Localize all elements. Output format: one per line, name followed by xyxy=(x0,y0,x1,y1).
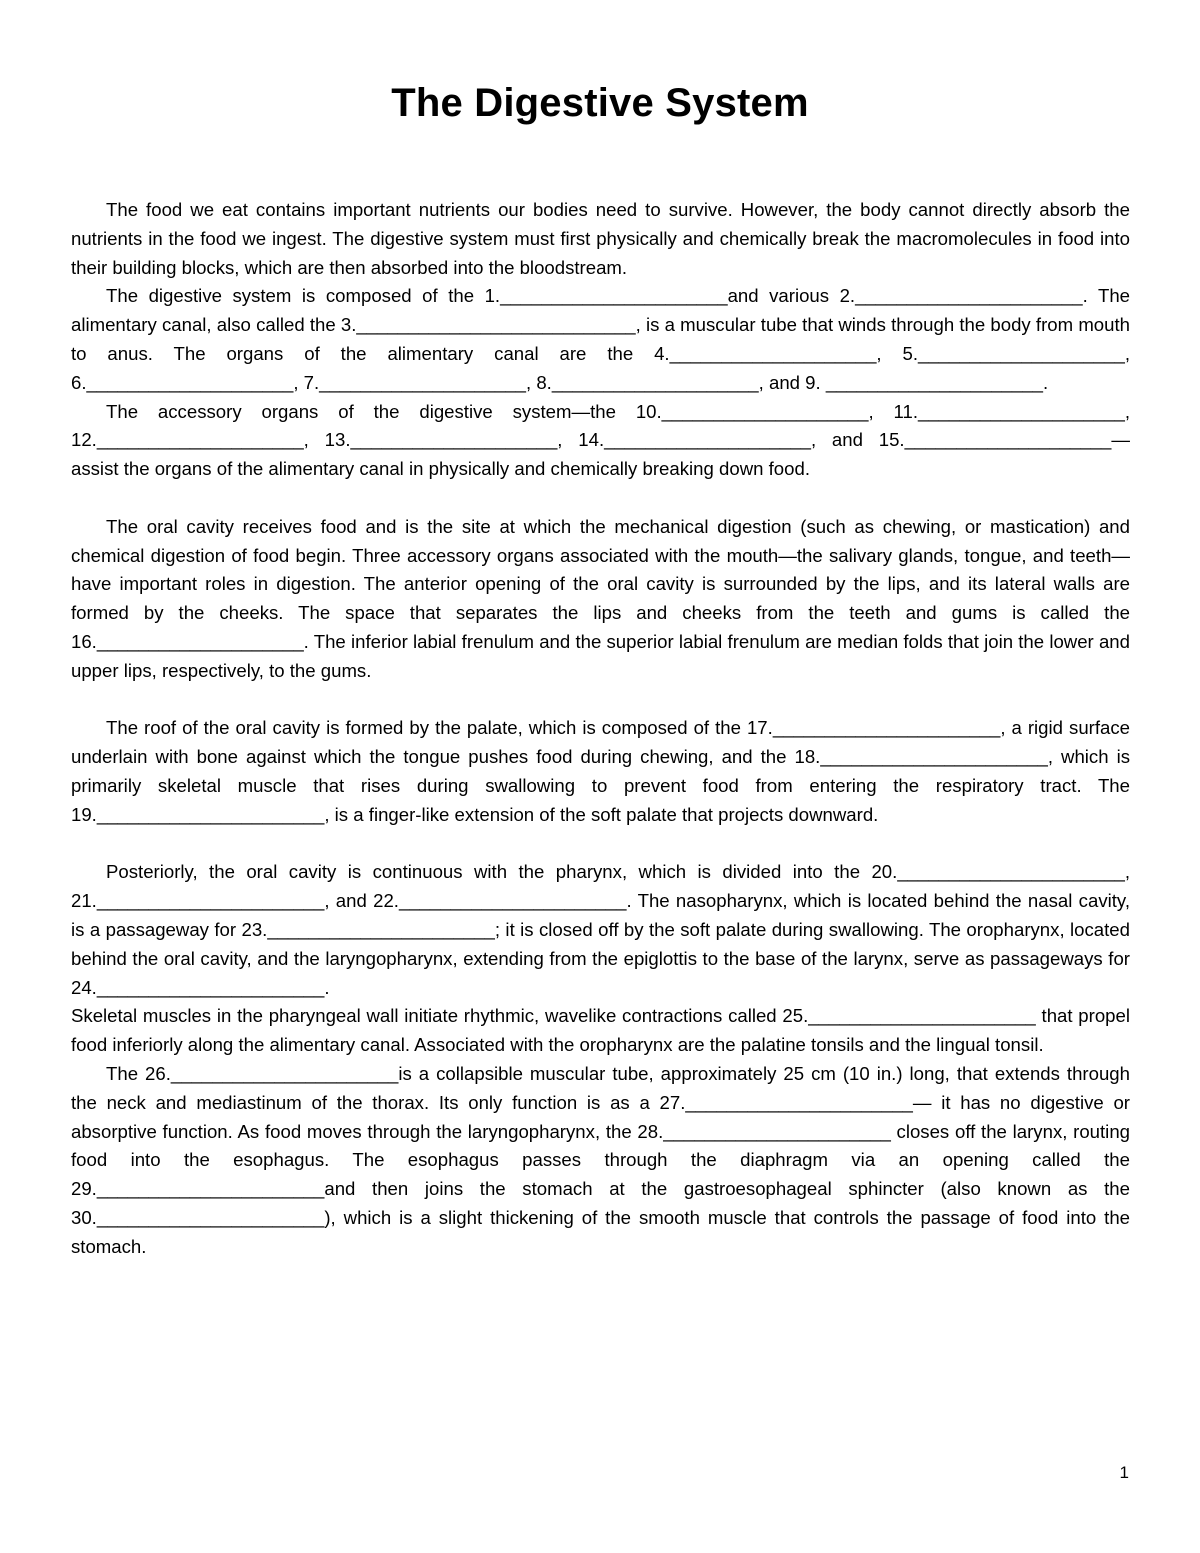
paragraph-spacer xyxy=(71,484,1130,513)
paragraph-palate: The roof of the oral cavity is formed by the palate, which is composed of the 17.______________________, a rigid surface underlain with bone against which the tongue pushes food during chewing, and the 18.______________________, which is primarily skeletal muscle that rises during swallowing to prevent food from entering the respiratory tract. The 19.______________________, is a finger-like extension of the soft palate that projects downward. xyxy=(71,717,1130,825)
paragraph-intro: The food we eat contains important nutrients our bodies need to survive. However, the body cannot directly absorb the nutrients in the food we ingest. The digestive system must first physically and chemically break the macromolecules in food into their building blocks, which are then absorbed into the bloodstream. xyxy=(71,199,1130,278)
page-title: The Digestive System xyxy=(391,81,809,125)
paragraph-esophagus: The 26.______________________is a collapsible muscular tube, approximately 25 cm (10 in.) long, that extends through the neck and mediastinum of the thorax. Its only function is as a 27.______________________— it has no digestive or absorptive function. As food moves through the laryngopharynx, the 28.______________________ closes off the larynx, routing food into the esophagus. The esophagus passes through the diaphragm via an opening called the 29.______________________and then joins the stomach at the gastroesophageal sphincter (also known as the 30.______________________), which is a slight thickening of the smooth muscle that controls the passage of food into the stomach. xyxy=(71,1062,1130,1257)
paragraph-spacer xyxy=(71,830,1130,859)
page-number: 1 xyxy=(1119,1463,1129,1482)
worksheet-body xyxy=(71,196,1130,1261)
paragraph-alimentary-canal: The digestive system is composed of the 1.______________________and various 2.______________________. The alimentary canal, also called the 3.___________________________, is a muscular tube that winds through the body from mouth to anus. The organs of the alimentary canal are the 4.____________________, 5.____________________, 6.____________________, 7.____________________, 8.____________________, and 9. _____________________. xyxy=(71,285,1130,393)
paragraph-skeletal-muscles: Skeletal muscles in the pharyngeal wall initiate rhythmic, wavelike contractions called 25.______________________ that propel food inferiorly along the alimentary canal. Associated with the oropharynx are the palatine tonsils and the lingual tonsil. xyxy=(71,1005,1130,1056)
paragraph-accessory-organs: The accessory organs of the digestive system—the 10.____________________, 11.____________________, 12.____________________, 13.____________________, 14.____________________, and 15.____________________—assist the organs of the alimentary canal in physically and chemically breaking down food. xyxy=(71,400,1130,480)
paragraph-oral-cavity: The oral cavity receives food and is the site at which the mechanical digestion (such as chewing, or mastication) and chemical digestion of food begin. Three accessory organs associated with the mouth—the salivary glands, tongue, and teeth—have important roles in digestion. The anterior opening of the oral cavity is surrounded by the lips, and its lateral walls are formed by the cheeks. The space that separates the lips and cheeks from the teeth and gums is called the 16.____________________. The inferior labial frenulum and the superior labial frenulum are median folds that join the lower and upper lips, respectively, to the gums. xyxy=(71,515,1130,681)
paragraph-pharynx: Posteriorly, the oral cavity is continuous with the pharynx, which is divided into the 20.______________________, 21.______________________, and 22.______________________. The nasopharynx, which is located behind the nasal cavity, is a passageway for 23.______________________; it is closed off by the soft palate during swallowing. The oropharynx, located behind the oral cavity, and the laryngopharynx, extending from the epiglottis to the base of the larynx, serve as passageways for 24.______________________. xyxy=(71,861,1130,998)
paragraph-spacer xyxy=(71,686,1130,715)
